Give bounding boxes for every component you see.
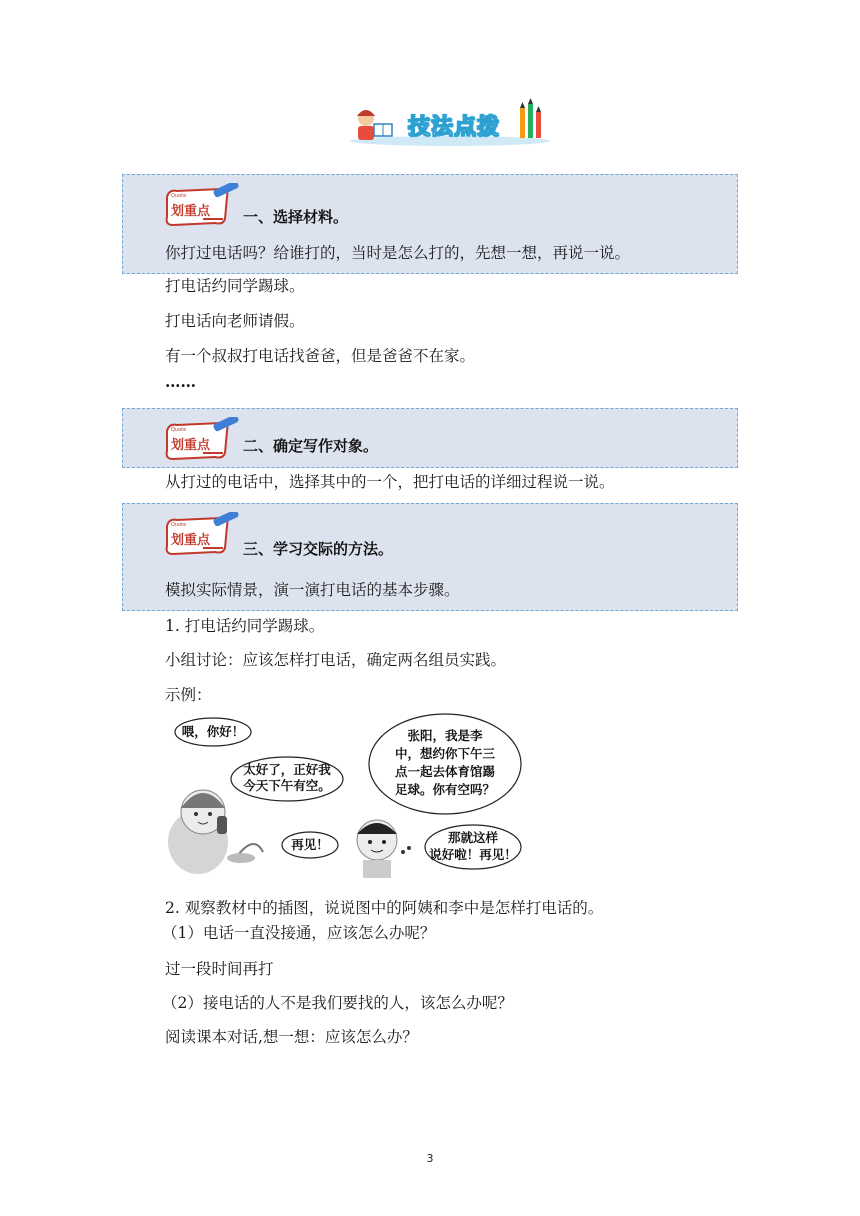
bubble-4-line-3: 点一起去体育馆踢 xyxy=(394,764,496,779)
phone-call-comic xyxy=(163,712,523,878)
bubble-4-line-2: 中，想约你下午三 xyxy=(394,746,496,761)
key-point-badge-icon xyxy=(163,183,239,227)
svg-text:Quote: Quote xyxy=(171,427,187,433)
header-title: 技法点拨 xyxy=(408,115,501,140)
bubble-1: 喂，你好！ xyxy=(181,724,245,739)
phone-icon xyxy=(217,816,227,834)
step-2: 2. 观察教材中的插图，说说图中的阿姨和李中是怎样打电话的。 xyxy=(165,899,604,917)
badge-label: 划重点 xyxy=(171,204,211,219)
section-1-box xyxy=(122,174,738,274)
list-item-ellipsis: …… xyxy=(165,372,196,391)
section-2-title: 二、确定写作对象。 xyxy=(243,437,379,455)
list-item: 打电话约同学踢球。 xyxy=(165,277,305,295)
list-item: 有一个叔叔打电话找爸爸，但是爸爸不在家。 xyxy=(165,347,476,365)
answer-2: 阅读课本对话,想一想：应该怎么办？ xyxy=(165,1028,418,1046)
list-item: 打电话向老师请假。 xyxy=(165,312,305,330)
key-point-badge-icon xyxy=(163,417,239,461)
badge-label: 划重点 xyxy=(171,533,211,548)
bubble-2-line-2: 今天下午有空。 xyxy=(243,778,331,793)
step-1-discuss: 小组讨论：应该怎样打电话，确定两名组员实践。 xyxy=(165,651,507,669)
header-banner xyxy=(340,96,560,156)
section-2-body: 从打过的电话中，选择其中的一个，把打电话的详细过程说一说。 xyxy=(165,473,615,491)
example-label: 示例： xyxy=(165,686,212,704)
bubble-3: 再见！ xyxy=(291,837,329,852)
step-1: 1. 打电话约同学踢球。 xyxy=(165,617,325,635)
badge-label: 划重点 xyxy=(171,438,211,453)
svg-text:Quote: Quote xyxy=(171,193,187,199)
answer-1: 过一段时间再打 xyxy=(165,960,274,978)
bubble-5-line-2: 说好啦！再见！ xyxy=(429,847,517,862)
section-3-title: 三、学习交际的方法。 xyxy=(243,540,394,558)
bubble-4-line-4: 足球。你有空吗？ xyxy=(394,782,496,797)
section-3-intro: 模拟实际情景，演一演打电话的基本步骤。 xyxy=(165,581,460,599)
section-1-title: 一、选择材料。 xyxy=(243,208,349,226)
bubble-4-line-1: 张阳，我是李 xyxy=(407,728,483,743)
svg-text:Quote: Quote xyxy=(171,522,187,528)
key-point-badge-icon xyxy=(163,512,239,556)
question-2: （2）接电话的人不是我们要找的人，该怎么办呢？ xyxy=(162,994,513,1012)
section-3-box xyxy=(122,503,738,611)
section-2-box xyxy=(122,408,738,468)
bubble-2-line-1: 太好了，正好我 xyxy=(243,762,331,777)
bubble-5-line-1: 那就这样 xyxy=(447,830,499,845)
question-1: （1）电话一直没接通，应该怎么办呢？ xyxy=(162,924,436,942)
page-number: 3 xyxy=(426,1152,434,1165)
section-1-intro: 你打过电话吗？给谁打的，当时是怎么打的，先想一想，再说一说。 xyxy=(165,244,631,262)
